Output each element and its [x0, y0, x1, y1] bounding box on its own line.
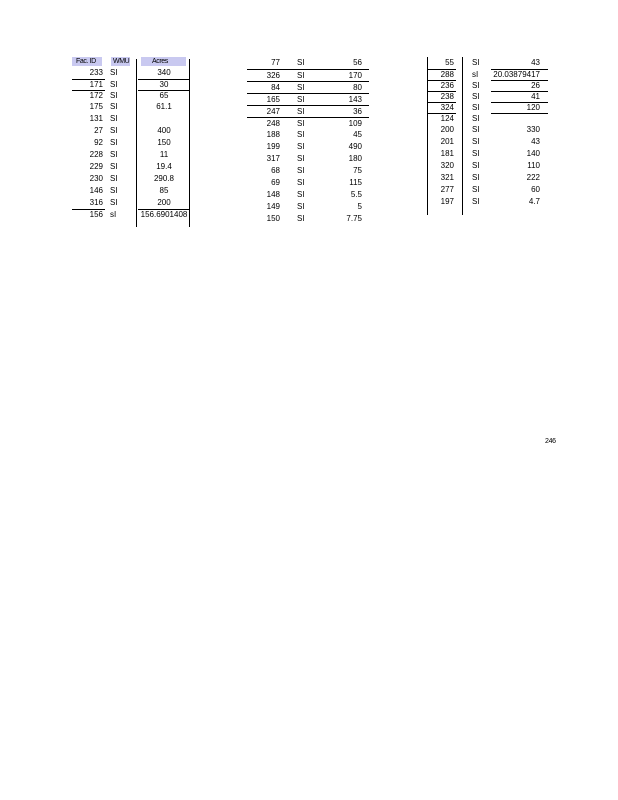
- wmu-cell: sI: [110, 210, 117, 219]
- acres-cell: 156.6901408: [140, 210, 188, 219]
- table-header-row: [72, 57, 190, 67]
- acres-cell: 11: [159, 150, 169, 159]
- fac-id-cell: 148: [266, 190, 280, 199]
- acres-cell: 43: [531, 137, 540, 146]
- wmu-cell: SI: [472, 197, 480, 206]
- table-row: [72, 67, 190, 79]
- fac-id-cell: 317: [266, 154, 280, 163]
- wmu-cell: SI: [110, 186, 118, 195]
- acres-cell: 222: [526, 173, 540, 182]
- fac-id-cell: 288: [440, 70, 454, 79]
- wmu-cell: SI: [472, 137, 480, 146]
- acres-cell: 20.03879417: [493, 70, 540, 79]
- fac-id-cell: 236: [440, 81, 454, 90]
- wmu-cell: SI: [472, 161, 480, 170]
- acres-cell: 65: [159, 91, 169, 100]
- acres-cell: 80: [353, 83, 362, 92]
- header-acres: Acres: [152, 58, 168, 65]
- wmu-cell: SI: [297, 190, 305, 199]
- acres-cell: 140: [526, 149, 540, 158]
- fac-id-cell: 316: [89, 198, 103, 207]
- table-row: [72, 137, 190, 149]
- row-rule: [491, 113, 548, 114]
- acres-cell: 7.75: [346, 214, 362, 223]
- acres-cell: 330: [526, 125, 540, 134]
- facility-table-3: [424, 57, 548, 215]
- wmu-cell: SI: [297, 154, 305, 163]
- wmu-cell: SI: [472, 92, 480, 101]
- fac-id-cell: 131: [89, 114, 103, 123]
- fac-id-cell: 248: [266, 119, 280, 128]
- wmu-cell: SI: [110, 150, 118, 159]
- fac-id-cell: 77: [271, 58, 280, 67]
- fac-id-cell: 229: [89, 162, 103, 171]
- table-row: [424, 148, 548, 160]
- table-row: [247, 189, 369, 201]
- table-row: [72, 113, 190, 125]
- fac-id-cell: 149: [266, 202, 280, 211]
- fac-id-cell: 277: [440, 185, 454, 194]
- acres-cell: 170: [348, 71, 362, 80]
- table-row: [72, 209, 190, 220]
- wmu-cell: SI: [110, 174, 118, 183]
- fac-id-cell: 92: [94, 138, 103, 147]
- acres-cell: 115: [349, 178, 362, 187]
- acres-cell: 85: [159, 186, 169, 195]
- acres-cell: 143: [348, 95, 362, 104]
- wmu-cell: SI: [297, 71, 305, 80]
- fac-id-cell: 201: [440, 137, 454, 146]
- facility-table-1: [72, 57, 190, 227]
- wmu-cell: SI: [297, 58, 305, 67]
- table-row: [72, 161, 190, 173]
- table-row: [424, 102, 548, 113]
- wmu-cell: SI: [110, 138, 118, 147]
- fac-id-cell: 233: [89, 68, 103, 77]
- fac-id-cell: 230: [89, 174, 103, 183]
- wmu-cell: SI: [297, 142, 305, 151]
- wmu-cell: SI: [472, 125, 480, 134]
- acres-cell: 400: [157, 126, 171, 135]
- acres-cell: 26: [531, 81, 540, 90]
- table-row: [424, 57, 548, 69]
- fac-id-cell: 84: [271, 83, 280, 92]
- acres-cell: 200: [157, 198, 171, 207]
- table-row: [247, 165, 369, 177]
- table-row: [424, 136, 548, 148]
- acres-cell: 120: [526, 103, 540, 112]
- column-divider: [136, 59, 137, 227]
- fac-id-cell: 200: [440, 125, 454, 134]
- fac-id-cell: 247: [266, 107, 280, 116]
- table-row: [424, 91, 548, 102]
- acres-cell: 290.8: [153, 174, 175, 183]
- wmu-cell: SI: [472, 185, 480, 194]
- wmu-cell: SI: [297, 202, 305, 211]
- column-divider: [189, 59, 190, 227]
- table-row: [247, 93, 369, 105]
- wmu-cell: SI: [297, 119, 305, 128]
- wmu-cell: SI: [297, 166, 305, 175]
- table-row: [72, 173, 190, 185]
- fac-id-cell: 188: [266, 130, 280, 139]
- acres-cell: 110: [527, 161, 540, 170]
- wmu-cell: SI: [297, 214, 305, 223]
- acres-cell: 19.4: [156, 162, 172, 171]
- wmu-cell: SI: [472, 114, 480, 123]
- table-body: [72, 67, 190, 220]
- acres-cell: 150: [157, 138, 171, 147]
- table-row: [72, 79, 190, 90]
- table-row: [72, 101, 190, 113]
- acres-cell: 340: [157, 68, 171, 77]
- table-row: [247, 105, 369, 117]
- acres-cell: 180: [348, 154, 362, 163]
- acres-cell: 109: [348, 119, 362, 128]
- fac-id-cell: 326: [266, 71, 280, 80]
- table-row: [247, 81, 369, 93]
- fac-id-cell: 68: [271, 166, 280, 175]
- table-row: [424, 80, 548, 91]
- fac-id-cell: 156: [89, 210, 103, 219]
- table-row: [72, 185, 190, 197]
- acres-cell: 45: [353, 130, 362, 139]
- wmu-cell: SI: [472, 81, 480, 90]
- wmu-cell: SI: [472, 173, 480, 182]
- header-fac-id: Fac. ID: [76, 58, 96, 65]
- wmu-cell: SI: [110, 102, 118, 111]
- wmu-cell: SI: [110, 68, 118, 77]
- fac-id-cell: 197: [440, 197, 454, 206]
- acres-cell: 43: [531, 58, 540, 67]
- acres-cell: 41: [531, 92, 540, 101]
- table-row: [424, 184, 548, 196]
- header-wmu: WMU: [113, 58, 130, 65]
- wmu-cell: SI: [110, 198, 118, 207]
- fac-id-cell: 321: [440, 173, 454, 182]
- acres-cell: 4.7: [528, 197, 540, 206]
- acres-cell: 5: [357, 202, 362, 211]
- wmu-cell: SI: [110, 91, 118, 100]
- acres-cell: 30: [159, 80, 169, 89]
- table-body: [247, 57, 369, 225]
- table-row: [72, 90, 190, 101]
- table-body: [424, 57, 548, 208]
- acres-cell: 490: [348, 142, 362, 151]
- fac-id-cell: 228: [89, 150, 103, 159]
- fac-id-cell: 27: [94, 126, 103, 135]
- fac-id-cell: 69: [271, 178, 280, 187]
- acres-cell: 56: [353, 58, 362, 67]
- table-row: [247, 141, 369, 153]
- wmu-cell: SI: [297, 178, 305, 187]
- table-row: [424, 172, 548, 184]
- acres-cell: 5.5: [350, 190, 362, 199]
- table-row: [247, 201, 369, 213]
- fac-id-cell: 324: [440, 103, 454, 112]
- wmu-cell: SI: [472, 149, 480, 158]
- fac-id-cell: 199: [266, 142, 280, 151]
- table-row: [72, 149, 190, 161]
- table-row: [424, 113, 548, 124]
- table-row: [247, 213, 369, 225]
- acres-cell: 60: [531, 185, 540, 194]
- fac-id-cell: 171: [89, 80, 103, 89]
- wmu-cell: SI: [297, 130, 305, 139]
- wmu-cell: SI: [110, 162, 118, 171]
- facility-table-2: [247, 57, 369, 227]
- wmu-cell: sI: [472, 70, 479, 79]
- table-row: [424, 124, 548, 136]
- wmu-cell: SI: [110, 126, 118, 135]
- wmu-cell: SI: [472, 58, 480, 67]
- wmu-cell: SI: [297, 95, 305, 104]
- table-row: [247, 69, 369, 81]
- table-row: [424, 196, 548, 208]
- fac-id-cell: 172: [89, 91, 103, 100]
- wmu-cell: SI: [472, 103, 480, 112]
- table-row: [247, 177, 369, 189]
- table-row: [424, 69, 548, 80]
- table-row: [72, 197, 190, 209]
- page-number: 246: [545, 438, 556, 445]
- fac-id-cell: 150: [266, 214, 280, 223]
- fac-id-cell: 320: [440, 161, 454, 170]
- table-row: [424, 160, 548, 172]
- table-row: [247, 117, 369, 129]
- table-row: [247, 153, 369, 165]
- fac-id-cell: 146: [89, 186, 103, 195]
- acres-cell: 75: [353, 166, 362, 175]
- table-row: [247, 57, 369, 69]
- fac-id-cell: 175: [89, 102, 103, 111]
- fac-id-cell: 55: [445, 58, 454, 67]
- fac-id-cell: 181: [440, 149, 454, 158]
- wmu-cell: SI: [297, 83, 305, 92]
- fac-id-cell: 124: [440, 114, 454, 123]
- fac-id-cell: 165: [266, 95, 280, 104]
- wmu-cell: SI: [110, 80, 118, 89]
- fac-id-cell: 238: [440, 92, 454, 101]
- wmu-cell: SI: [297, 107, 305, 116]
- table-row: [247, 129, 369, 141]
- column-divider: [427, 57, 428, 215]
- acres-cell: 61.1: [156, 102, 172, 111]
- wmu-cell: SI: [110, 114, 118, 123]
- acres-cell: 36: [353, 107, 362, 116]
- table-row: [72, 125, 190, 137]
- column-divider: [462, 57, 463, 215]
